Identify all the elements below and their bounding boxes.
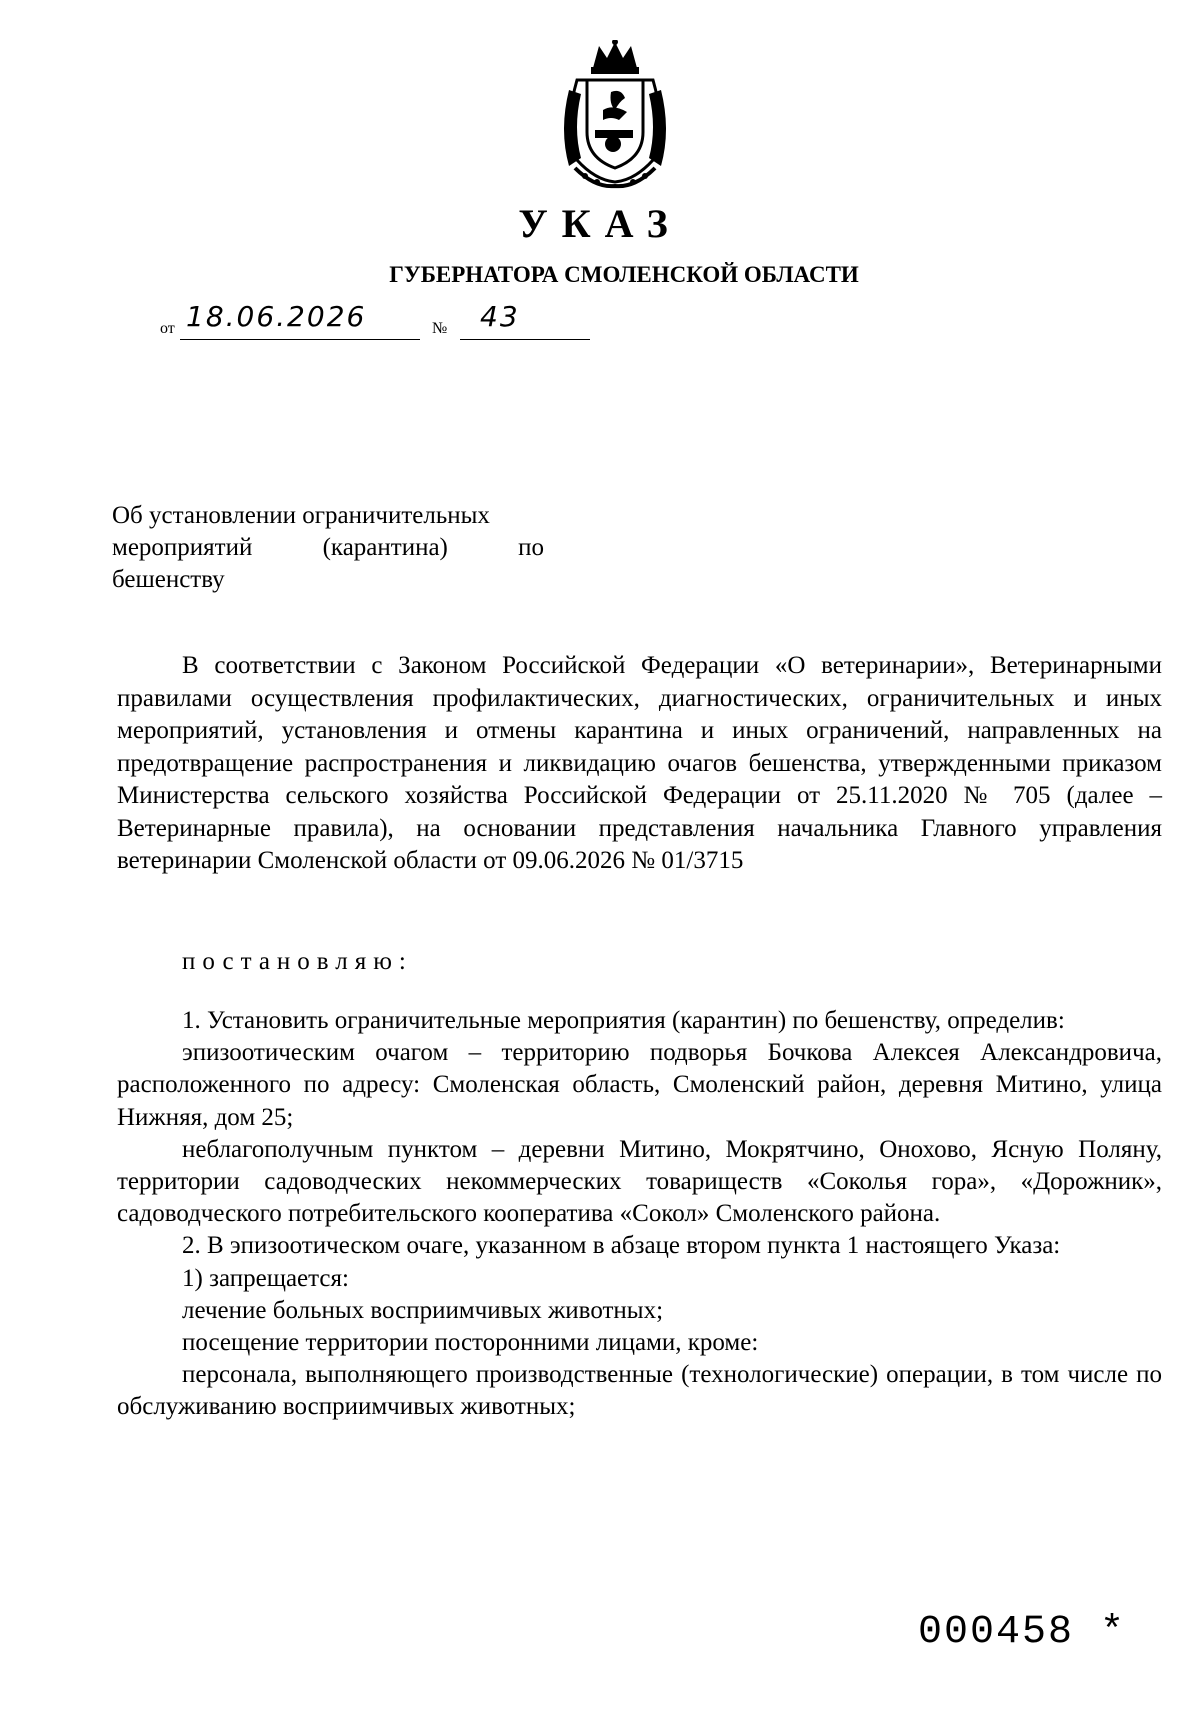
- clause-paragraph: 2. В эпизоотическом очаге, указанном в абзаце втором пункта 1 настоящего Указа:: [182, 1232, 1061, 1260]
- number-underline: [460, 339, 590, 340]
- date-label: от: [160, 320, 175, 337]
- clause-paragraph: эпизоотическим очагом – территорию подворья Бочкова Алексея Александровича, расположенного по адресу: Смоленская область, Смоленский район, деревня Митино, улица Нижняя, дом 25;: [117, 1039, 1162, 1131]
- clause-paragraph: 1) запрещается:: [182, 1264, 349, 1292]
- clause-paragraph: лечение больных восприимчивых животных;: [182, 1296, 664, 1324]
- decree-word: постановляю:: [182, 948, 413, 975]
- preamble-paragraph: В соответствии с Законом Российской Федерации «О ветеринарии», Ветеринарными правилами осуществления профилактических, диагностических, ограничительных и иных мероприятий, установления и отмены карантина и иных ограничений, направленных на предотвращение распространения и ликвидацию очагов бешенства, утвержденными приказом Министерства сельского хозяйства Российской Федерации от 25.11.2020 № 705 (далее – Ветеринарные правила), на основании представления начальника Главного управления ветеринарии Смоленской области от 09.06.2026 № 01/3715: [117, 652, 1162, 874]
- clause-paragraph: персонала, выполняющего производственные (технологические) операции, в том числе по обслуживанию восприимчивых животных;: [117, 1361, 1162, 1421]
- date-underline: [180, 339, 420, 340]
- document-subtitle: ГУБЕРНАТОРА СМОЛЕНСКОЙ ОБЛАСТИ: [389, 262, 859, 287]
- heading-line: бешенству: [112, 566, 225, 593]
- clause-paragraph: неблагополучным пунктом – деревни Митино, Мокрятчино, Онохово, Ясную Поляну, территории садоводческих некоммерческих товариществ «Соколья гора», «Дорожник», садоводческого потребительского кооператива «Сокол» Смоленского района.: [117, 1135, 1162, 1228]
- number-label: №: [432, 320, 448, 337]
- document-title: УКАЗ: [518, 201, 682, 246]
- date-value: 18.06.2026: [186, 300, 367, 333]
- serial-number: 000458 *: [918, 1610, 1127, 1655]
- number-value: 43: [480, 300, 520, 333]
- clauses-block: [117, 1005, 1162, 1424]
- document-heading: [112, 500, 544, 596]
- clause-paragraph: 1. Установить ограничительные мероприятия (карантин) по бешенству, определив:: [182, 1007, 1065, 1034]
- heading-line: Об установлении ограничительных: [112, 502, 490, 529]
- coat-of-arms-icon: [555, 40, 675, 190]
- heading-line: мероприятий (карантина) по: [112, 534, 544, 561]
- clause-paragraph: посещение территории посторонними лицами, кроме:: [182, 1329, 759, 1357]
- preamble-block: [117, 650, 1162, 878]
